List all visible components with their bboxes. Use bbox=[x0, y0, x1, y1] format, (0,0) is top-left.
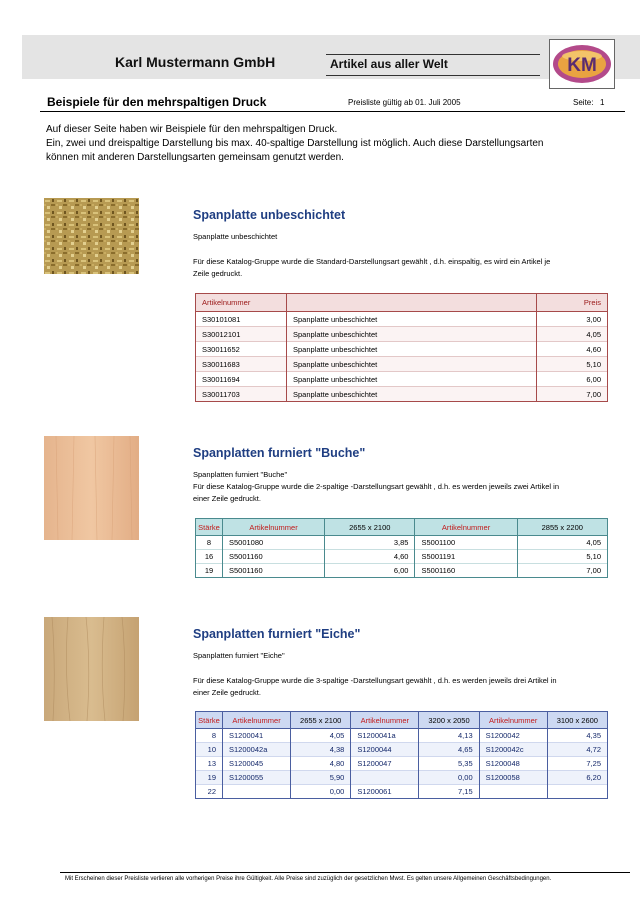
price: 4,05 bbox=[537, 327, 608, 342]
thickness: 8 bbox=[196, 729, 223, 743]
thickness: 10 bbox=[196, 743, 223, 757]
thickness: 19 bbox=[196, 771, 223, 785]
thickness: 22 bbox=[196, 785, 223, 799]
price: 3,85 bbox=[325, 536, 415, 550]
column-header: 2655 x 2100 bbox=[291, 712, 351, 729]
table-row bbox=[196, 312, 608, 327]
article-number: S5001160 bbox=[223, 550, 325, 564]
table-header-row bbox=[196, 519, 608, 536]
section-title: Spanplatte unbeschichtet bbox=[193, 208, 346, 222]
article-number: S30011683 bbox=[196, 357, 287, 372]
price: 4,80 bbox=[291, 757, 351, 771]
column-header: 2655 x 2100 bbox=[325, 519, 415, 536]
article-number: S1200058 bbox=[479, 771, 547, 785]
price: 6,20 bbox=[547, 771, 607, 785]
table-row bbox=[196, 550, 608, 564]
article-name: Spanplatte unbeschichtet bbox=[287, 387, 537, 402]
article-number: S5001160 bbox=[415, 564, 517, 578]
column-header: Stärke bbox=[196, 519, 223, 536]
price bbox=[547, 785, 607, 799]
validity-date: Preisliste gültig ab 01. Juli 2005 bbox=[348, 98, 461, 107]
price: 7,25 bbox=[547, 757, 607, 771]
table-row bbox=[196, 357, 608, 372]
desc-line: Für diese Katalog-Gruppe wurde die 3-spaltige -Darstellungsart gewählt , d.h. es werden jeweils drei Artikel in bbox=[193, 676, 557, 685]
article-number bbox=[479, 785, 547, 799]
article-number: S5001100 bbox=[415, 536, 517, 550]
table-row bbox=[196, 342, 608, 357]
table-header-row bbox=[196, 294, 608, 312]
article-number bbox=[223, 785, 291, 799]
section-subtitle: Spanplatten furniert "Buche" bbox=[193, 470, 288, 479]
desc-line: Zeile gedruckt. bbox=[193, 269, 243, 278]
table-row bbox=[196, 387, 608, 402]
article-number: S5001191 bbox=[415, 550, 517, 564]
table-row bbox=[196, 785, 608, 799]
beech-veneer-swatch bbox=[44, 436, 139, 540]
article-number: S5001080 bbox=[223, 536, 325, 550]
article-name: Spanplatte unbeschichtet bbox=[287, 372, 537, 387]
article-number: S30011703 bbox=[196, 387, 287, 402]
price: 4,38 bbox=[291, 743, 351, 757]
column-header: Preis bbox=[537, 294, 608, 312]
price: 6,00 bbox=[325, 564, 415, 578]
column-header: 3200 x 2050 bbox=[419, 712, 479, 729]
article-number: S1200048 bbox=[479, 757, 547, 771]
price: 5,10 bbox=[537, 357, 608, 372]
intro-line: Auf dieser Seite haben wir Beispiele für den mehrspaltigen Druck. bbox=[46, 124, 338, 135]
desc-line: einer Zeile gedruckt. bbox=[193, 494, 261, 503]
article-number bbox=[351, 771, 419, 785]
article-number: S1200047 bbox=[351, 757, 419, 771]
article-number: S1200044 bbox=[351, 743, 419, 757]
column-header: 3100 x 2600 bbox=[547, 712, 607, 729]
price: 4,05 bbox=[517, 536, 607, 550]
footer-text: Mit Erscheinen dieser Preisliste verlieren alle vorherigen Preise ihre Gültigkeit. Alle Preise sind zuzüglich der gesetzlichen Mwst. Es gelten unsere Allgemeinen Geschäftsbedingungen. bbox=[65, 876, 552, 882]
price-table-single bbox=[195, 293, 608, 402]
intro-text bbox=[46, 123, 606, 165]
price: 7,15 bbox=[419, 785, 479, 799]
price: 0,00 bbox=[419, 771, 479, 785]
article-number: S30011652 bbox=[196, 342, 287, 357]
article-number: S1200041a bbox=[351, 729, 419, 743]
column-header: 2855 x 2200 bbox=[517, 519, 607, 536]
article-number: S30012101 bbox=[196, 327, 287, 342]
article-number: S30101081 bbox=[196, 312, 287, 327]
price: 5,10 bbox=[517, 550, 607, 564]
price: 7,00 bbox=[537, 387, 608, 402]
svg-text:KM: KM bbox=[567, 55, 597, 76]
column-header: Artikelnummer bbox=[196, 294, 287, 312]
intro-line: Ein, zwei und dreispaltige Darstellung bis max. 40-spaltige Darstellung ist möglich. Auch diese Darstellungsarten bbox=[46, 138, 544, 149]
price-table-two-column bbox=[195, 518, 608, 578]
footer-rule bbox=[60, 872, 630, 873]
desc-line: Für diese Katalog-Gruppe wurde die 2-spaltige -Darstellungsart gewählt , d.h. es werden jeweils zwei Artikel in bbox=[193, 482, 560, 491]
section-subtitle: Spanplatte unbeschichtet bbox=[193, 232, 278, 241]
article-name: Spanplatte unbeschichtet bbox=[287, 312, 537, 327]
table-row bbox=[196, 536, 608, 550]
thickness: 19 bbox=[196, 564, 223, 578]
column-header: Stärke bbox=[196, 712, 223, 729]
price: 0,00 bbox=[291, 785, 351, 799]
chipboard-swatch bbox=[44, 198, 139, 274]
price: 3,00 bbox=[537, 312, 608, 327]
price-table-three-column bbox=[195, 711, 608, 799]
table-row bbox=[196, 743, 608, 757]
article-number: S1200042a bbox=[223, 743, 291, 757]
section-description bbox=[193, 256, 613, 280]
table-row bbox=[196, 757, 608, 771]
column-header bbox=[287, 294, 537, 312]
price: 7,00 bbox=[517, 564, 607, 578]
price: 5,35 bbox=[419, 757, 479, 771]
article-name: Spanplatte unbeschichtet bbox=[287, 327, 537, 342]
thickness: 16 bbox=[196, 550, 223, 564]
page-number: 1 bbox=[600, 98, 605, 107]
price: 6,00 bbox=[537, 372, 608, 387]
column-header: Artikelnummer bbox=[223, 519, 325, 536]
section-subtitle: Spanplatten furniert "Eiche" bbox=[193, 651, 285, 660]
desc-line: einer Zeile gedruckt. bbox=[193, 688, 261, 697]
table-row bbox=[196, 372, 608, 387]
desc-line: Für diese Katalog-Gruppe wurde die Standard-Darstellungsart gewählt , d.h. einspaltig, es wird ein Artikel je bbox=[193, 257, 551, 266]
price: 4,72 bbox=[547, 743, 607, 757]
price: 4,65 bbox=[419, 743, 479, 757]
page-label: Seite: bbox=[573, 98, 594, 107]
column-header: Artikelnummer bbox=[415, 519, 517, 536]
thickness: 13 bbox=[196, 757, 223, 771]
article-name: Spanplatte unbeschichtet bbox=[287, 342, 537, 357]
table-row bbox=[196, 729, 608, 743]
oak-veneer-swatch bbox=[44, 617, 139, 721]
article-number: S1200041 bbox=[223, 729, 291, 743]
price: 4,60 bbox=[325, 550, 415, 564]
article-number: S1200055 bbox=[223, 771, 291, 785]
column-header: Artikelnummer bbox=[479, 712, 547, 729]
article-number: S1200042 bbox=[479, 729, 547, 743]
table-header-row bbox=[196, 712, 608, 729]
article-name: Spanplatte unbeschichtet bbox=[287, 357, 537, 372]
section-description bbox=[193, 469, 613, 505]
company-logo bbox=[549, 39, 615, 89]
column-header: Artikelnummer bbox=[351, 712, 419, 729]
slogan: Artikel aus aller Welt bbox=[330, 57, 448, 71]
article-number: S1200042c bbox=[479, 743, 547, 757]
price: 5,90 bbox=[291, 771, 351, 785]
company-name: Karl Mustermann GmbH bbox=[115, 54, 276, 70]
thickness: 8 bbox=[196, 536, 223, 550]
section-title: Spanplatten furniert "Eiche" bbox=[193, 627, 361, 641]
table-row bbox=[196, 564, 608, 578]
article-number: S5001160 bbox=[223, 564, 325, 578]
table-row bbox=[196, 327, 608, 342]
price: 4,13 bbox=[419, 729, 479, 743]
price: 4,60 bbox=[537, 342, 608, 357]
article-number: S1200045 bbox=[223, 757, 291, 771]
page-subtitle: Beispiele für den mehrspaltigen Druck bbox=[47, 95, 267, 109]
header-rule bbox=[40, 111, 625, 112]
article-number: S1200061 bbox=[351, 785, 419, 799]
table-row bbox=[196, 771, 608, 785]
price: 4,35 bbox=[547, 729, 607, 743]
column-header: Artikelnummer bbox=[223, 712, 291, 729]
intro-line: können mit anderen Darstellungsarten gemeinsam genutzt werden. bbox=[46, 152, 344, 163]
price: 4,05 bbox=[291, 729, 351, 743]
section-description bbox=[193, 675, 613, 699]
section-title: Spanplatten furniert "Buche" bbox=[193, 446, 366, 460]
article-number: S30011694 bbox=[196, 372, 287, 387]
